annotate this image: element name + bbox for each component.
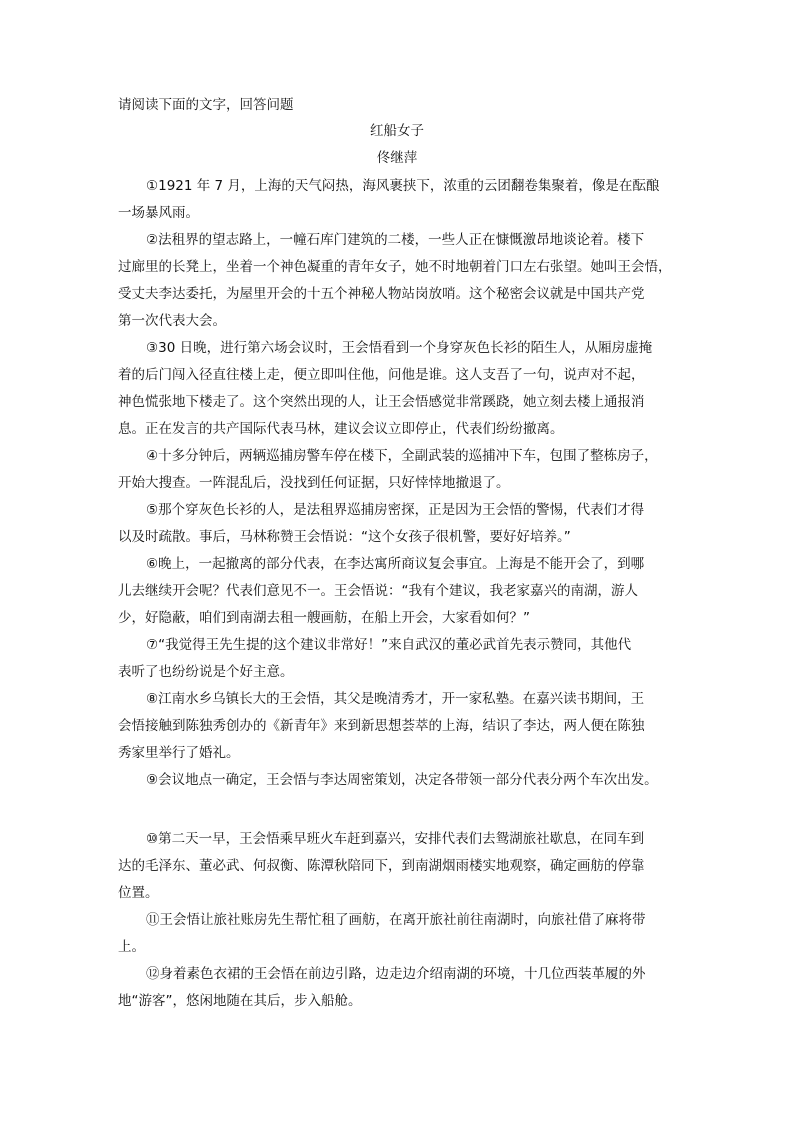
paragraph-3-line-3: 神色慌张地下楼走了。这个突然出现的人，让王会悟感觉非常蹊跷，她立刻去楼上通报消 (118, 394, 645, 410)
article-author: 佟继萍 (376, 150, 418, 166)
paragraph-8-line-1: ⑧江南水乡乌镇长大的王会悟，其父是晚清秀才，开一家私塾。在嘉兴读书期间，王 (146, 691, 645, 707)
paragraph-2-line-1: ②法租界的望志路上，一幢石库门建筑的二楼，一些人正在慷慨激昂地谈论着。楼下 (146, 232, 645, 248)
paragraph-1-line-1: ①1921 年 7 月，上海的天气闷热，海风裹挟下，浓重的云团翻卷集聚着，像是在酝酿 (146, 178, 660, 194)
paragraph-6-line-3: 少，好隐蔽，咱们到南湖去租一艘画舫，在船上开会，大家看如何？” (118, 610, 530, 626)
paragraph-4-line-1: ④十多分钟后，两辆巡捕房警车停在楼下，全副武装的巡捕冲下车，包围了整栋房子， (146, 448, 658, 464)
paragraph-3-line-1: ③30 日晚，进行第六场会议时，王会悟看到一个身穿灰色长衫的陌生人，从厢房虚掩 (146, 340, 653, 356)
paragraph-3-line-4: 息。正在发言的共产国际代表马林，建议会议立即停止，代表们纷纷撤离。 (118, 421, 564, 437)
paragraph-6-line-1: ⑥晚上，一起撤离的部分代表，在李达寓所商议复会事宜。上海是不能开会了，到哪 (146, 556, 645, 572)
article-title: 红船女子 (370, 123, 424, 139)
paragraph-2-line-3: 受丈夫李达委托，为屋里开会的十五个神秘人物站岗放哨。这个秘密会议就是中国共产党 (118, 286, 645, 302)
paragraph-11-line-2: 上。 (118, 939, 145, 955)
paragraph-9-line-1: ⑨会议地点一确定，王会悟与李达周密策划，决定各带领一部分代表分两个车次出发。 (146, 772, 658, 788)
paragraph-10-line-2: 达的毛泽东、董必武、何叔衡、陈潭秋陪同下，到南湖烟雨楼实地观察，确定画舫的停靠 (118, 858, 645, 874)
paragraph-10-line-1: ⑩第二天一早，王会悟乘早班火车赶到嘉兴，安排代表们去鸳湖旅社歇息，在同车到 (146, 831, 645, 847)
reading-prompt: 请阅读下面的文字，回答问题 (118, 97, 294, 113)
paragraph-7-line-1: ⑦“我觉得王先生提的这个建议非常好！”来自武汉的董必武首先表示赞同，其他代 (146, 637, 632, 653)
paragraph-5-line-2: 以及时疏散。事后，马林称赞王会悟说：“这个女孩子很机警，要好好培养。” (118, 529, 571, 545)
paragraph-2-line-4: 第一次代表大会。 (118, 313, 226, 329)
paragraph-12-line-1: ⑫身着素色衣裙的王会悟在前边引路，边走边介绍南湖的环境，十几位西装革履的外 (146, 966, 646, 982)
paragraph-7-line-2: 表听了也纷纷说是个好主意。 (118, 664, 294, 680)
paragraph-5-line-1: ⑤那个穿灰色长衫的人，是法租界巡捕房密探，正是因为王会悟的警惕，代表们才得 (146, 502, 645, 518)
paragraph-3-line-2: 着的后门闯入径直往楼上走，便立即叫住他，问他是谁。这人支吾了一句，说声对不起， (118, 367, 645, 383)
paragraph-4-line-2: 开始大搜查。一阵混乱后，没找到任何证据，只好悻悻地撤退了。 (118, 475, 510, 491)
paragraph-12-line-2: 地“游客”，悠闲地随在其后，步入船舱。 (118, 993, 362, 1009)
paragraph-6-line-2: 儿去继续开会呢？代表们意见不一。王会悟说：“我有个建议，我老家嘉兴的南湖，游人 (118, 583, 638, 599)
paragraph-8-line-3: 秀家里举行了婚礼。 (118, 745, 240, 761)
paragraph-1-line-2: 一场暴风雨。 (118, 205, 199, 221)
paragraph-11-line-1: ⑪王会悟让旅社账房先生帮忙租了画舫，在离开旅社前往南湖时，向旅社借了麻将带 (146, 912, 646, 928)
paragraph-8-line-2: 会悟接触到陈独秀创办的《新青年》来到新思想荟萃的上海，结识了李达，两人便在陈独 (118, 718, 645, 734)
paragraph-2-line-2: 过廊里的长凳上，坐着一个神色凝重的青年女子，她不时地朝着门口左右张望。她叫王会悟， (118, 259, 672, 275)
paragraph-10-line-3: 位置。 (118, 885, 159, 901)
